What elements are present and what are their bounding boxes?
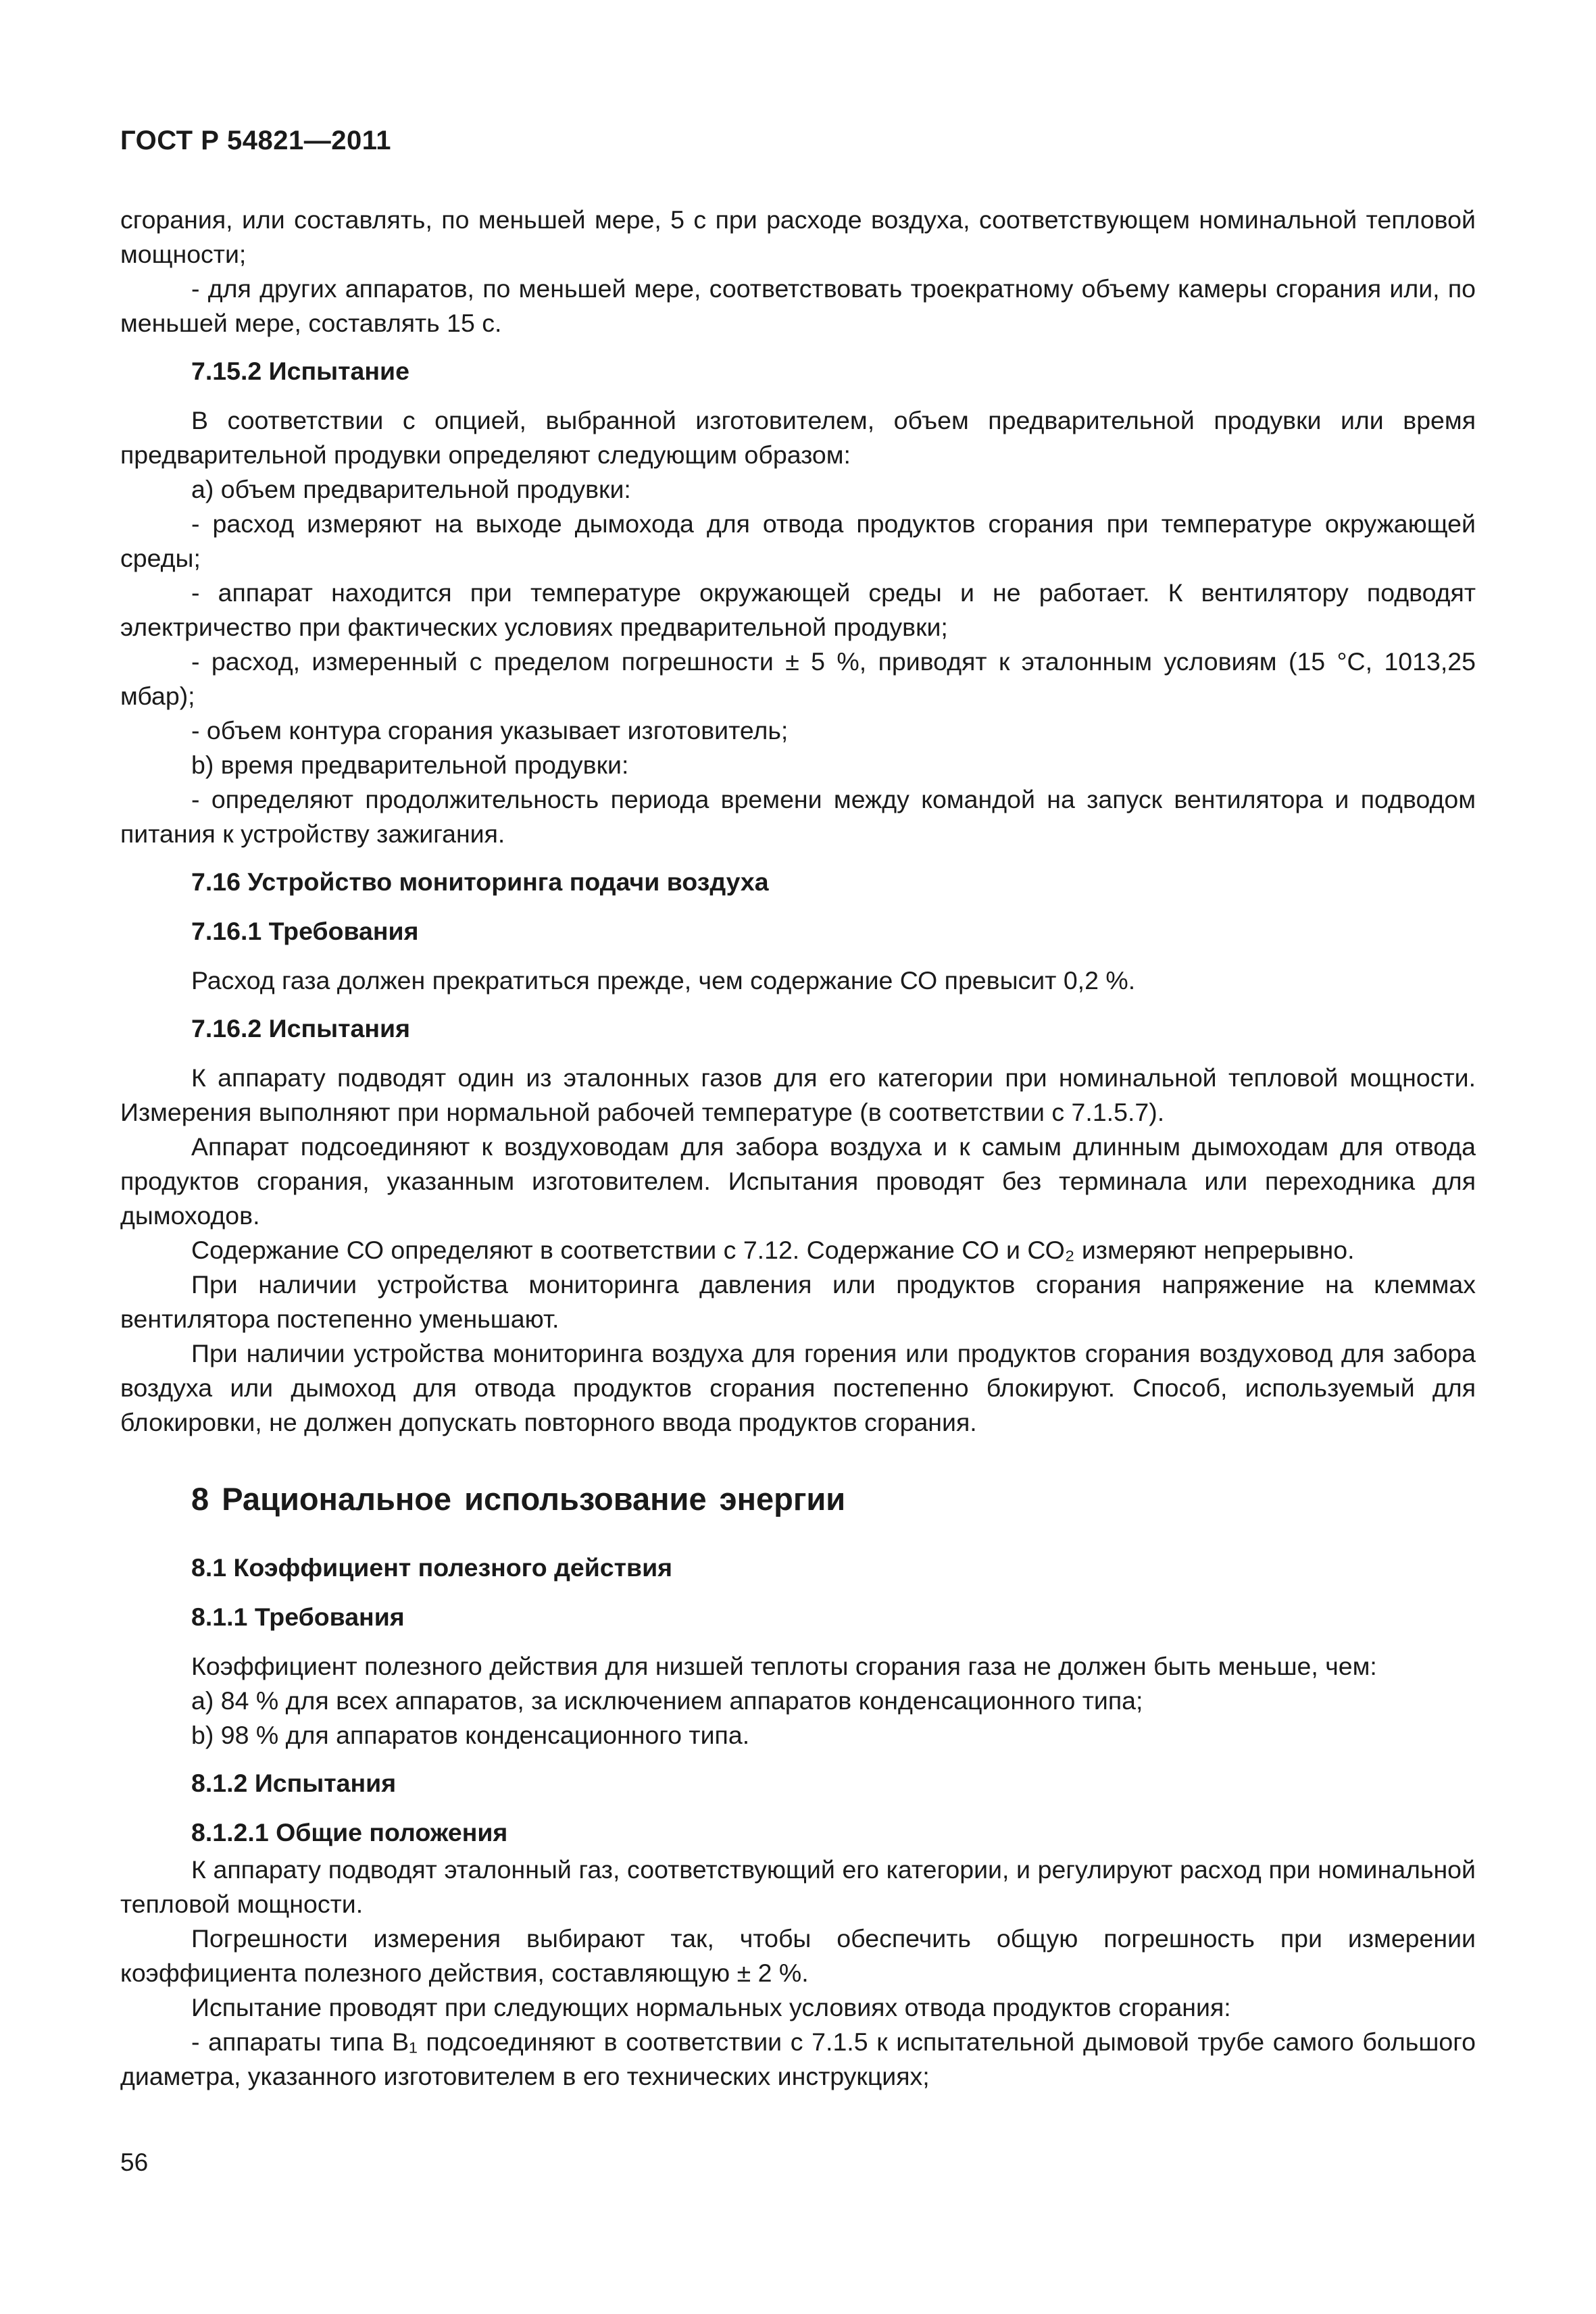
paragraph: К аппарату подводят один из эталонных газов для его категории при номинальной тепловой мощности. Измерения выполняют при нормальной рабочей температуре (в соответствии с 7.1.5.7).	[120, 1063, 1476, 1126]
paragraph: Аппарат подсоединяют к воздуховодам для забора воздуха и к самым длинным дымоходам для отвода продуктов сгорания, указанным изготовителем. Испытания проводят без терминала или переходника для дымоходов.	[120, 1132, 1476, 1230]
section-heading: 8.1 Коэффициент полезного действия	[191, 1553, 673, 1582]
paragraph: В соответствии с опцией, выбранной изготовителем, объем предварительной продувки или время предварительной продувки определяют следующим образом:	[120, 406, 1476, 469]
section-heading: 8.1.1 Требования	[191, 1603, 405, 1631]
paragraph: Испытание проводят при следующих нормальных условиях отвода продуктов сгорания:	[191, 1993, 1231, 2021]
paragraph: сгорания, или составлять, по меньшей мере, 5 с при расходе воздуха, соответствующем номинальной тепловой мощности;	[120, 205, 1476, 268]
section-heading: 8.1.2 Испытания	[191, 1769, 397, 1797]
paragraph: При наличии устройства мониторинга воздуха для горения или продуктов сгорания воздуховод для забора воздуха или дымоход для отвода продуктов сгорания постепенно блокируют. Способ, используемый для блокировки, не должен допускать повторного ввода продуктов сгорания.	[120, 1339, 1476, 1436]
section-heading: 7.16.1 Требования	[191, 917, 419, 945]
paragraph: - расход измеряют на выходе дымохода для отвода продуктов сгорания при температуре окружающей среды;	[120, 509, 1476, 572]
paragraph: - аппарат находится при температуре окружающей среды и не работает. К вентилятору подводят электричество при фактических условиях предварительной продувки;	[120, 578, 1476, 641]
paragraph: - объем контура сгорания указывает изготовитель;	[191, 716, 789, 745]
paragraph: a) объем предварительной продувки:	[191, 475, 631, 503]
section-heading: 7.15.2 Испытание	[191, 357, 409, 385]
paragraph: Погрешности измерения выбирают так, чтобы обеспечить общую погрешность при измерении коэффициента полезного действия, составляющую ± 2 %.	[120, 1924, 1476, 1987]
paragraph: Содержание СО определяют в соответствии с 7.12. Содержание СО и СО₂ измеряют непрерывно.	[191, 1236, 1355, 1264]
paragraph: - определяют продолжительность периода времени между командой на запуск вентилятора и подводом питания к устройству зажигания.	[120, 785, 1476, 848]
document-body	[120, 203, 1476, 2094]
paragraph: b) время предварительной продувки:	[191, 751, 629, 779]
section-heading: 8.1.2.1 Общие положения	[191, 1818, 508, 1846]
paragraph: a) 84 % для всех аппаратов, за исключением аппаратов конденсационного типа;	[191, 1686, 1143, 1715]
paragraph: К аппарату подводят эталонный газ, соответствующий его категории, и регулируют расход при номинальной тепловой мощности.	[120, 1855, 1476, 1918]
section-heading: 7.16.2 Испытания	[191, 1014, 410, 1042]
paragraph: Коэффициент полезного действия для низшей теплоты сгорания газа не должен быть меньше, чем:	[191, 1652, 1377, 1680]
paragraph: Расход газа должен прекратиться прежде, чем содержание СО превысит 0,2 %.	[191, 966, 1136, 995]
page-number: 56	[120, 2148, 149, 2176]
paragraph: - аппараты типа В₁ подсоединяют в соответствии с 7.1.5 к испытательной дымовой трубе самого большого диаметра, указанного изготовителем в его технических инструкциях;	[120, 2028, 1476, 2090]
paragraph: При наличии устройства мониторинга давления или продуктов сгорания напряжение на клеммах вентилятора постепенно уменьшают.	[120, 1270, 1476, 1333]
document-header: ГОСТ Р 54821—2011	[120, 126, 391, 155]
chapter-heading: 8 Рациональное использование энергии	[191, 1481, 846, 1517]
section-heading: 7.16 Устройство мониторинга подачи воздуха	[191, 867, 769, 896]
paragraph: b) 98 % для аппаратов конденсационного типа.	[191, 1721, 750, 1749]
paragraph: - расход, измеренный с пределом погрешности ± 5 %, приводят к эталонным условиям (15 °С, 1013,25 мбар);	[120, 647, 1476, 710]
paragraph: - для других аппаратов, по меньшей мере, соответствовать троекратному объему камеры сгорания или, по меньшей мере, составлять 15 с.	[120, 274, 1476, 337]
